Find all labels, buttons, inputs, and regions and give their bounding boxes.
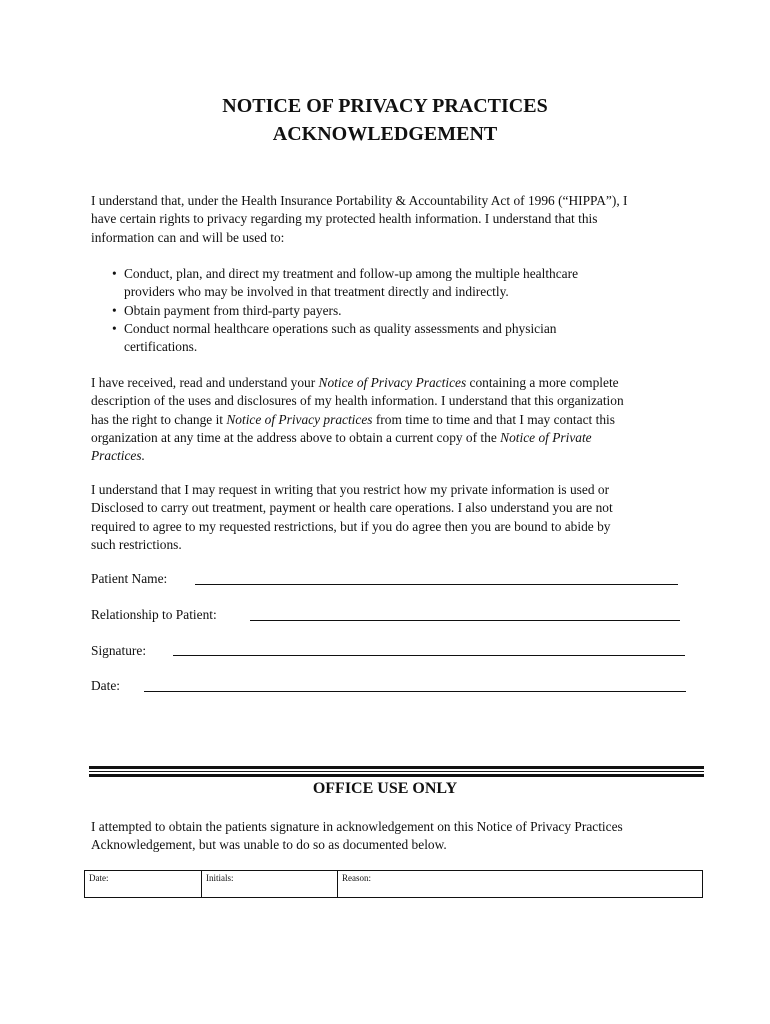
bullet-icon: •	[112, 302, 117, 318]
list-item-text: Obtain payment from third-party payers.	[124, 302, 342, 318]
list-item-text: Conduct, plan, and direct my treatment and follow-up among the multiple healthcare	[124, 266, 579, 281]
signature-field[interactable]	[173, 655, 685, 656]
page-title	[0, 92, 770, 148]
section-divider-thin	[89, 771, 704, 772]
signature-label: Signature:	[91, 643, 147, 658]
date-field[interactable]	[144, 691, 686, 692]
list-item-text: certifications.	[124, 339, 198, 355]
restrict-line: required to agree to my requested restrictions, but if you do agree then you are bound to abide by	[91, 518, 611, 534]
office-paragraph	[91, 818, 703, 855]
restrict-line: Disclosed to carry out treatment, payment or health care operations. I also understand you are not	[91, 500, 613, 516]
section-divider	[89, 766, 704, 769]
restrict-line: such restrictions.	[91, 536, 182, 552]
received-line: organization at any time at the address above to obtain a current copy of the Notice of Private	[91, 429, 592, 445]
restrict-line: I understand that I may request in writing that you restrict how my private information is used or	[91, 482, 610, 497]
notice-title-ref: Notice of Privacy practices	[226, 411, 373, 427]
intro-line: information can and will be used to:	[91, 229, 285, 245]
list-item-text: providers who may be involved in that treatment directly and indirectly.	[124, 284, 509, 300]
received-line: has the right to change it Notice of Privacy practices from time to time and that I may contact this	[91, 411, 615, 427]
relationship-field[interactable]	[250, 620, 680, 621]
intro-line: I understand that, under the Health Insurance Portability & Accountability Act of 1996 (“HIPPA”), I	[91, 193, 628, 208]
initials-cell[interactable]	[202, 871, 338, 898]
date-cell[interactable]	[85, 871, 202, 898]
date-label: Date:	[91, 678, 120, 693]
list-item	[112, 320, 702, 357]
reason-cell[interactable]	[338, 871, 703, 898]
relationship-label: Relationship to Patient:	[91, 607, 217, 622]
reason-cell-label: Reason:	[342, 873, 371, 883]
received-line: description of the uses and disclosures of my health information. I understand that this organization	[91, 393, 624, 409]
office-line: I attempted to obtain the patients signature in acknowledgement on this Notice of Privacy Practices	[91, 819, 623, 834]
notice-title-ref: Notice of Private	[500, 429, 592, 445]
notice-title-ref: Practices.	[91, 448, 145, 464]
received-line	[91, 447, 703, 465]
office-line: Acknowledgement, but was unable to do so as documented below.	[91, 837, 447, 853]
received-line: I have received, read and understand your Notice of Privacy Practices containing a more complete	[91, 375, 619, 390]
date-cell-label: Date:	[89, 873, 109, 883]
bullet-icon: •	[112, 320, 117, 336]
bullet-icon: •	[112, 266, 117, 281]
office-use-heading: OFFICE USE ONLY	[312, 780, 458, 797]
usage-list	[112, 265, 702, 356]
restrict-paragraph	[91, 481, 703, 554]
initials-cell-label: Initials:	[206, 873, 234, 883]
received-paragraph	[91, 374, 703, 465]
attempt-log-table	[84, 870, 703, 898]
patient-name-label: Patient Name:	[91, 571, 168, 586]
list-item	[112, 302, 702, 320]
list-item-text: Conduct normal healthcare operations such as quality assessments and physician	[124, 320, 557, 336]
patient-name-field[interactable]	[195, 584, 678, 585]
list-item	[112, 265, 702, 302]
intro-paragraph	[91, 192, 703, 247]
table-row	[85, 871, 703, 898]
section-divider	[89, 774, 704, 777]
title-line-2: ACKNOWLEDGEMENT	[272, 123, 498, 145]
intro-line: have certain rights to privacy regarding my protected health information. I understand that this	[91, 211, 598, 227]
notice-title-ref: Notice of Privacy Practices	[318, 375, 467, 390]
title-line-1: NOTICE OF PRIVACY PRACTICES	[222, 95, 548, 117]
